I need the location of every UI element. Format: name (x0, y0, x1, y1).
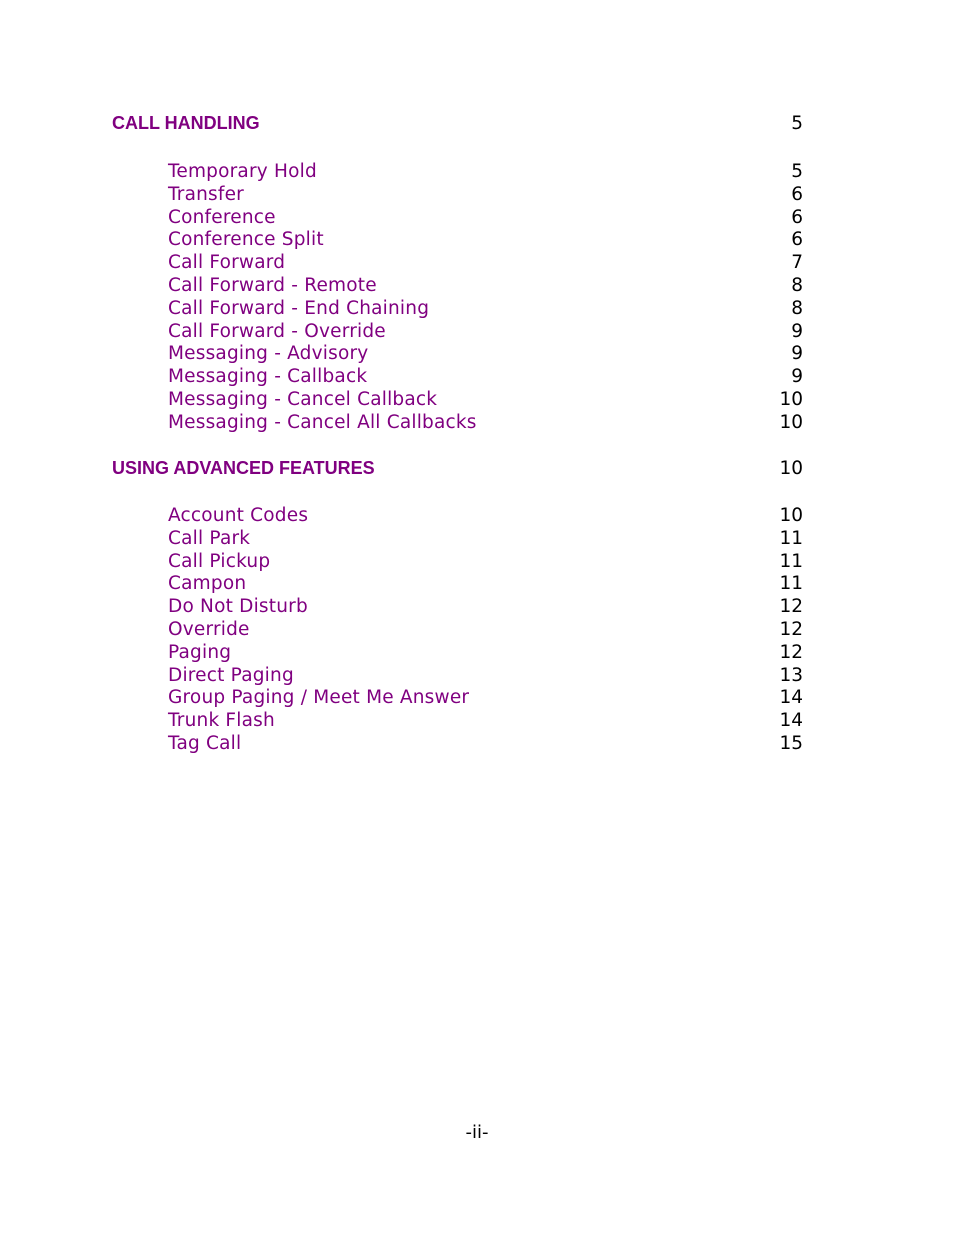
toc-entry[interactable] (0, 343, 954, 366)
toc-entry[interactable] (0, 619, 954, 642)
toc-entry-page: 9 (791, 366, 803, 388)
toc-entry[interactable] (0, 184, 954, 207)
toc-entry-label[interactable]: Account Codes (168, 505, 309, 526)
toc-entry[interactable] (0, 505, 954, 528)
toc-entry-label[interactable]: Campon (168, 573, 247, 595)
toc-section-call-handling (0, 113, 954, 435)
toc-entry[interactable] (0, 733, 954, 756)
toc-entry-label[interactable]: Messaging - Cancel Callback (168, 388, 438, 410)
toc-entry-page: 6 (791, 206, 803, 228)
toc-entry-label[interactable]: Do Not Disturb (168, 596, 308, 618)
toc-entry-label[interactable]: Call Pickup (168, 550, 271, 572)
toc-entry-label[interactable]: Trunk Flash (168, 710, 275, 732)
toc-entry-page: 9 (791, 320, 803, 342)
toc-heading-row[interactable] (0, 458, 954, 482)
toc-entry-label[interactable]: Override (168, 618, 250, 640)
toc-entry-page: 12 (779, 618, 803, 640)
toc-entry-label[interactable]: Messaging - Callback (168, 366, 368, 388)
toc-entry-label[interactable]: Call Forward (168, 252, 286, 274)
toc-entry-page: 8 (791, 297, 803, 319)
toc-entry-page: 5 (791, 161, 803, 182)
toc-entry-page: 14 (779, 687, 803, 709)
toc-entry-label[interactable]: Group Paging / Meet Me Answer (168, 687, 470, 709)
toc-entry[interactable] (0, 252, 954, 275)
toc-heading-page: 5 (791, 113, 803, 134)
toc-entry[interactable] (0, 596, 954, 619)
toc-entry-label[interactable]: Messaging - Cancel All Callbacks (168, 411, 477, 433)
toc-entry[interactable] (0, 207, 954, 230)
toc-entry-label[interactable]: Transfer (168, 183, 244, 205)
toc-entry[interactable] (0, 687, 954, 710)
toc-entry[interactable] (0, 551, 954, 574)
toc-heading-label[interactable]: USING ADVANCED FEATURES (112, 458, 375, 478)
toc-entry[interactable] (0, 573, 954, 596)
toc-entry-page: 10 (779, 388, 803, 410)
toc-section-using-advanced-features (0, 458, 954, 756)
toc-entry-label[interactable]: Call Park (168, 527, 251, 549)
toc-entry-page: 11 (779, 573, 803, 595)
toc-entry-page: 6 (791, 229, 803, 251)
toc-entry[interactable] (0, 528, 954, 551)
toc-entry-page: 12 (779, 596, 803, 618)
toc-heading-label[interactable]: CALL HANDLING (112, 113, 260, 133)
toc-entry-page: 7 (791, 252, 803, 274)
toc-entry-page: 12 (779, 641, 803, 663)
toc-entry[interactable] (0, 275, 954, 298)
toc-heading-page: 10 (779, 458, 803, 479)
toc-entry-page: 9 (791, 343, 803, 365)
toc-entry[interactable] (0, 710, 954, 733)
toc-entry-label[interactable]: Call Forward - Override (168, 320, 386, 342)
toc-entry-label[interactable]: Tag Call (168, 732, 242, 754)
toc-entry-label[interactable]: Temporary Hold (168, 161, 317, 182)
toc-entry-label[interactable]: Messaging - Advisory (168, 343, 369, 365)
toc-entry-label[interactable]: Direct Paging (168, 664, 294, 686)
toc-heading-row[interactable] (0, 113, 954, 137)
toc-entry-label[interactable]: Call Forward - Remote (168, 274, 377, 296)
toc-entry[interactable] (0, 321, 954, 344)
toc-entry-label[interactable]: Conference Split (168, 229, 324, 251)
toc-entry[interactable] (0, 642, 954, 665)
toc-entry[interactable] (0, 229, 954, 252)
toc-entry-page: 11 (779, 527, 803, 549)
toc-entry-label[interactable]: Conference (168, 206, 276, 228)
toc-entry-page: 11 (779, 550, 803, 572)
page-footer-number: -ii- (465, 1122, 489, 1143)
toc-entry-label[interactable]: Call Forward - End Chaining (168, 297, 430, 319)
toc-entry-page: 10 (779, 411, 803, 433)
toc-entry-label[interactable]: Paging (168, 641, 232, 663)
toc-entry-page: 13 (779, 664, 803, 686)
toc-entry[interactable] (0, 298, 954, 321)
toc-entry-page: 15 (779, 732, 803, 754)
toc-entry-page: 10 (779, 505, 803, 526)
toc-entry[interactable] (0, 161, 954, 184)
toc-entry[interactable] (0, 366, 954, 389)
toc-entry[interactable] (0, 665, 954, 688)
toc-entry[interactable] (0, 389, 954, 412)
toc-entry[interactable] (0, 412, 954, 435)
toc-entry-page: 8 (791, 274, 803, 296)
toc-entry-page: 6 (791, 183, 803, 205)
toc-entry-page: 14 (779, 710, 803, 732)
